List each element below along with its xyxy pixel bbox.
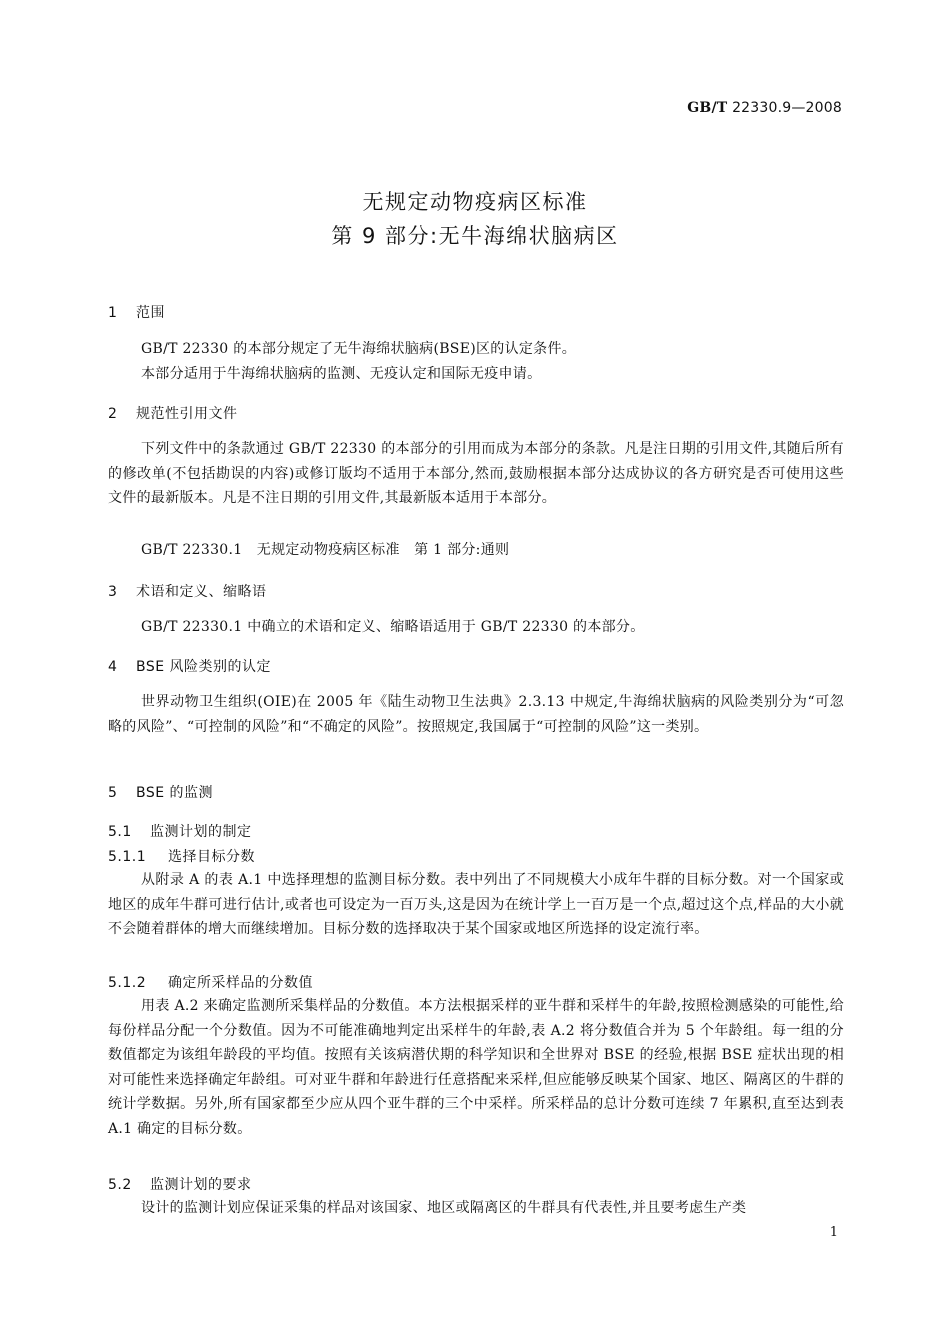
heading-number: 5.2	[108, 1177, 132, 1193]
heading-5-1	[108, 821, 252, 841]
paragraph-2-1: 下列文件中的条款通过 GB/T 22330 的本部分的引用而成为本部分的条款。凡是注日期的引用文件,其随后所有的修改单(不包括勘误的内容)或修订版均不适用于本部分,然而,鼓励根据本部分达成协议的各方研究是否可使用这些文件的最新版本。凡是不注日期的引用文件,其最新版本适用于本部分。	[108, 441, 844, 507]
heading-number: 2	[108, 406, 118, 422]
heading-title: 规范性引用文件	[136, 406, 238, 422]
heading-number: 5.1.2	[108, 975, 147, 991]
heading-title: 术语和定义、缩略语	[136, 584, 267, 600]
paragraph-5-2: 设计的监测计划应保证采集的样品对该国家、地区或隔离区的牛群具有代表性,并且要考虑生产类	[141, 1200, 747, 1216]
heading-title: 监测计划的要求	[150, 1177, 252, 1193]
heading-4	[108, 656, 271, 676]
heading-title: BSE 风险类别的认定	[136, 659, 272, 675]
heading-1	[108, 302, 165, 322]
doc-title-line1: 无规定动物疫病区标准	[362, 190, 588, 214]
heading-number: 1	[108, 305, 118, 321]
heading-5-1-2	[108, 972, 313, 992]
std-number: 22330.9—2008	[732, 100, 842, 116]
heading-title: 范围	[136, 305, 165, 321]
paragraph-1-1: GB/T 22330 的本部分规定了无牛海绵状脑病(BSE)区的认定条件。	[141, 341, 577, 357]
paragraph-2-2: GB/T 22330.1 无规定动物疫病区标准 第 1 部分:通则	[141, 542, 510, 558]
heading-5	[108, 782, 213, 802]
heading-5-2	[108, 1174, 252, 1194]
paragraph-1-2: 本部分适用于牛海绵状脑病的监测、无疫认定和国际无疫申请。	[141, 366, 542, 382]
standard-code	[687, 100, 842, 116]
heading-title: 确定所采样品的分数值	[168, 975, 313, 991]
heading-number: 5	[108, 785, 118, 801]
heading-number: 5.1.1	[108, 849, 147, 865]
heading-3	[108, 581, 267, 601]
heading-title: 选择目标分数	[168, 849, 255, 865]
paragraph-5-1-1: 从附录 A 的表 A.1 中选择理想的监测目标分数。表中列出了不同规模大小成年牛群的目标分数。对一个国家或地区的成年牛群可进行估计,或者也可设定为一百万头,这是因为在统计学上一百万是一个点,超过这个点,样品的大小就不会随着群体的增大而继续增加。目标分数的选择取决于某个国家或地区所选择的设定流行率。	[108, 872, 844, 938]
heading-number: 5.1	[108, 824, 132, 840]
paragraph-3-1: GB/T 22330.1 中确立的术语和定义、缩略语适用于 GB/T 22330 的本部分。	[141, 619, 645, 635]
page-number: 1	[829, 1225, 838, 1240]
heading-number: 4	[108, 659, 118, 675]
doc-title-line2: 第 9 部分:无牛海绵状脑病区	[331, 224, 619, 248]
heading-2	[108, 403, 238, 423]
heading-number: 3	[108, 584, 118, 600]
paragraph-4-1: 世界动物卫生组织(OIE)在 2005 年《陆生动物卫生法典》2.3.13 中规定,牛海绵状脑病的风险类别分为“可忽略的风险”、“可控制的风险”和“不确定的风险”。按照规定,我国属于“可控制的风险”这一类别。	[108, 694, 844, 735]
heading-title: BSE 的监测	[136, 785, 214, 801]
paragraph-5-1-2: 用表 A.2 来确定监测所采集样品的分数值。本方法根据采样的亚牛群和采样牛的年龄,按照检测感染的可能性,给每份样品分配一个分数值。因为不可能准确地判定出采样牛的年龄,表 A.2 将分数值合并为 5 个年龄组。每一组的分数值都定为该组年龄段的平均值。按照有关该病潜伏期的科学知识和全世界对 BSE 的经验,根据 BSE 症状出现的相对可能性来选择确定年龄组。可对亚牛群和年龄进行任意搭配来采样,但应能够反映某个国家、地区、隔离区的牛群的统计学数据。另外,所有国家都至少应从四个亚牛群的三个中采样。所采样品的总计分数可连续 7 年累积,直至达到表 A.1 确定的目标分数。	[108, 998, 844, 1137]
heading-5-1-1	[108, 846, 255, 866]
heading-title: 监测计划的制定	[150, 824, 252, 840]
std-prefix: GB/T	[687, 100, 728, 116]
